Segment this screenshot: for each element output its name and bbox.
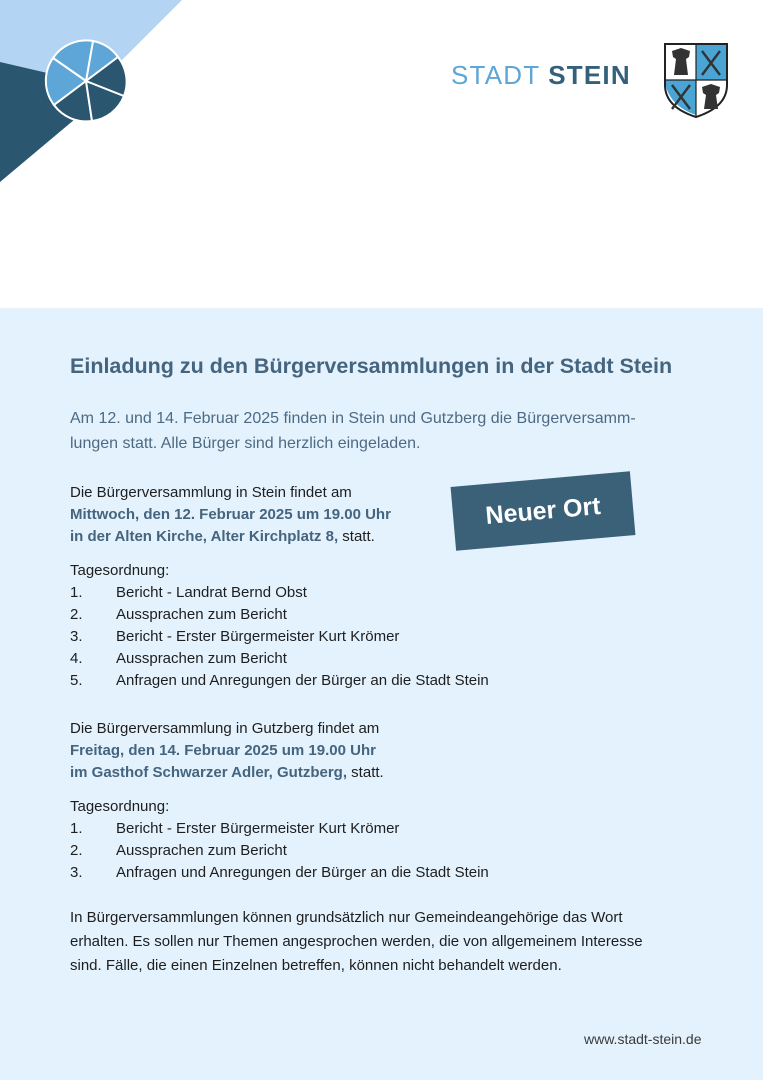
agenda-item [70,840,489,862]
intro-paragraph [70,406,710,456]
agenda-number: 2. [70,842,83,859]
meeting-suffix: statt. [338,528,375,545]
note-line: erhalten. Es sollen nur Themen angesprochen werden, die von allgemeinem Interesse [70,933,643,950]
note-line: In Bürgerversammlungen können grundsätzlich nur Gemeindeangehörige das Wort [70,909,623,926]
city-coat-of-arms-icon [662,41,730,119]
agenda-text: Anfragen und Anregungen der Bürger an die Stadt Stein [116,672,489,689]
note-line: sind. Fälle, die einen Einzelnen betreffen, können nicht behandelt werden. [70,957,562,974]
agenda-item [70,648,489,670]
brand-word-stein: STEIN [548,60,631,90]
agenda-number: 5. [70,672,83,689]
meeting-date: Freitag, den 14. Februar 2025 um 19.00 Uhr [70,742,376,759]
agenda-item [70,670,489,692]
agenda-text: Anfragen und Anregungen der Bürger an die Stadt Stein [116,864,489,881]
agenda-text: Bericht - Erster Bürgermeister Kurt Krömer [116,628,400,645]
agenda-text: Aussprachen zum Bericht [116,842,287,859]
agenda-item [70,582,489,604]
meeting-suffix: statt. [347,764,384,781]
meeting-location: im Gasthof Schwarzer Adler, Gutzberg, [70,764,348,781]
corner-decoration [0,0,190,190]
agenda-number: 3. [70,628,83,645]
intro-line: lungen statt. Alle Bürger sind herzlich eingeladen. [70,435,421,452]
agenda-number: 1. [70,820,83,837]
agenda-number: 3. [70,864,83,881]
agenda-label: Tagesordnung: [70,562,170,579]
meeting-intro: Die Bürgerversammlung in Stein findet am [70,484,352,501]
agenda-text: Bericht - Landrat Bernd Obst [116,584,307,601]
agenda-number: 2. [70,606,83,623]
agenda-gutzberg [70,796,489,884]
intro-line: Am 12. und 14. Februar 2025 finden in Stein und Gutzberg die Bürgerversamm- [70,410,636,427]
agenda-text: Bericht - Erster Bürgermeister Kurt Krömer [116,820,400,837]
agenda-text: Aussprachen zum Bericht [116,606,287,623]
agenda-number: 4. [70,650,83,667]
meeting-stein [70,482,391,548]
agenda-item [70,626,489,648]
agenda-text: Aussprachen zum Bericht [116,650,287,667]
agenda-item [70,818,489,840]
page-title: Einladung zu den Bürgerversammlungen in der Stadt Stein [70,354,673,378]
brand-wordmark [451,60,631,91]
meeting-location: in der Alten Kirche, Alter Kirchplatz 8, [70,528,339,545]
brand-word-stadt: STADT [451,60,540,90]
agenda-list [70,582,489,692]
agenda-number: 1. [70,584,83,601]
meeting-intro: Die Bürgerversammlung in Gutzberg findet am [70,720,380,737]
meeting-date: Mittwoch, den 12. Februar 2025 um 19.00 Uhr [70,506,391,523]
agenda-stein [70,560,489,692]
agenda-item [70,862,489,884]
agenda-label: Tagesordnung: [70,798,170,815]
website-url: www.stadt-stein.de [584,1031,702,1047]
agenda-item [70,604,489,626]
note-paragraph [70,906,643,978]
meeting-gutzberg [70,718,384,784]
pie-chart-decoration-icon [46,40,127,121]
agenda-list [70,818,489,884]
stamp-label: Neuer Ort [484,491,602,530]
